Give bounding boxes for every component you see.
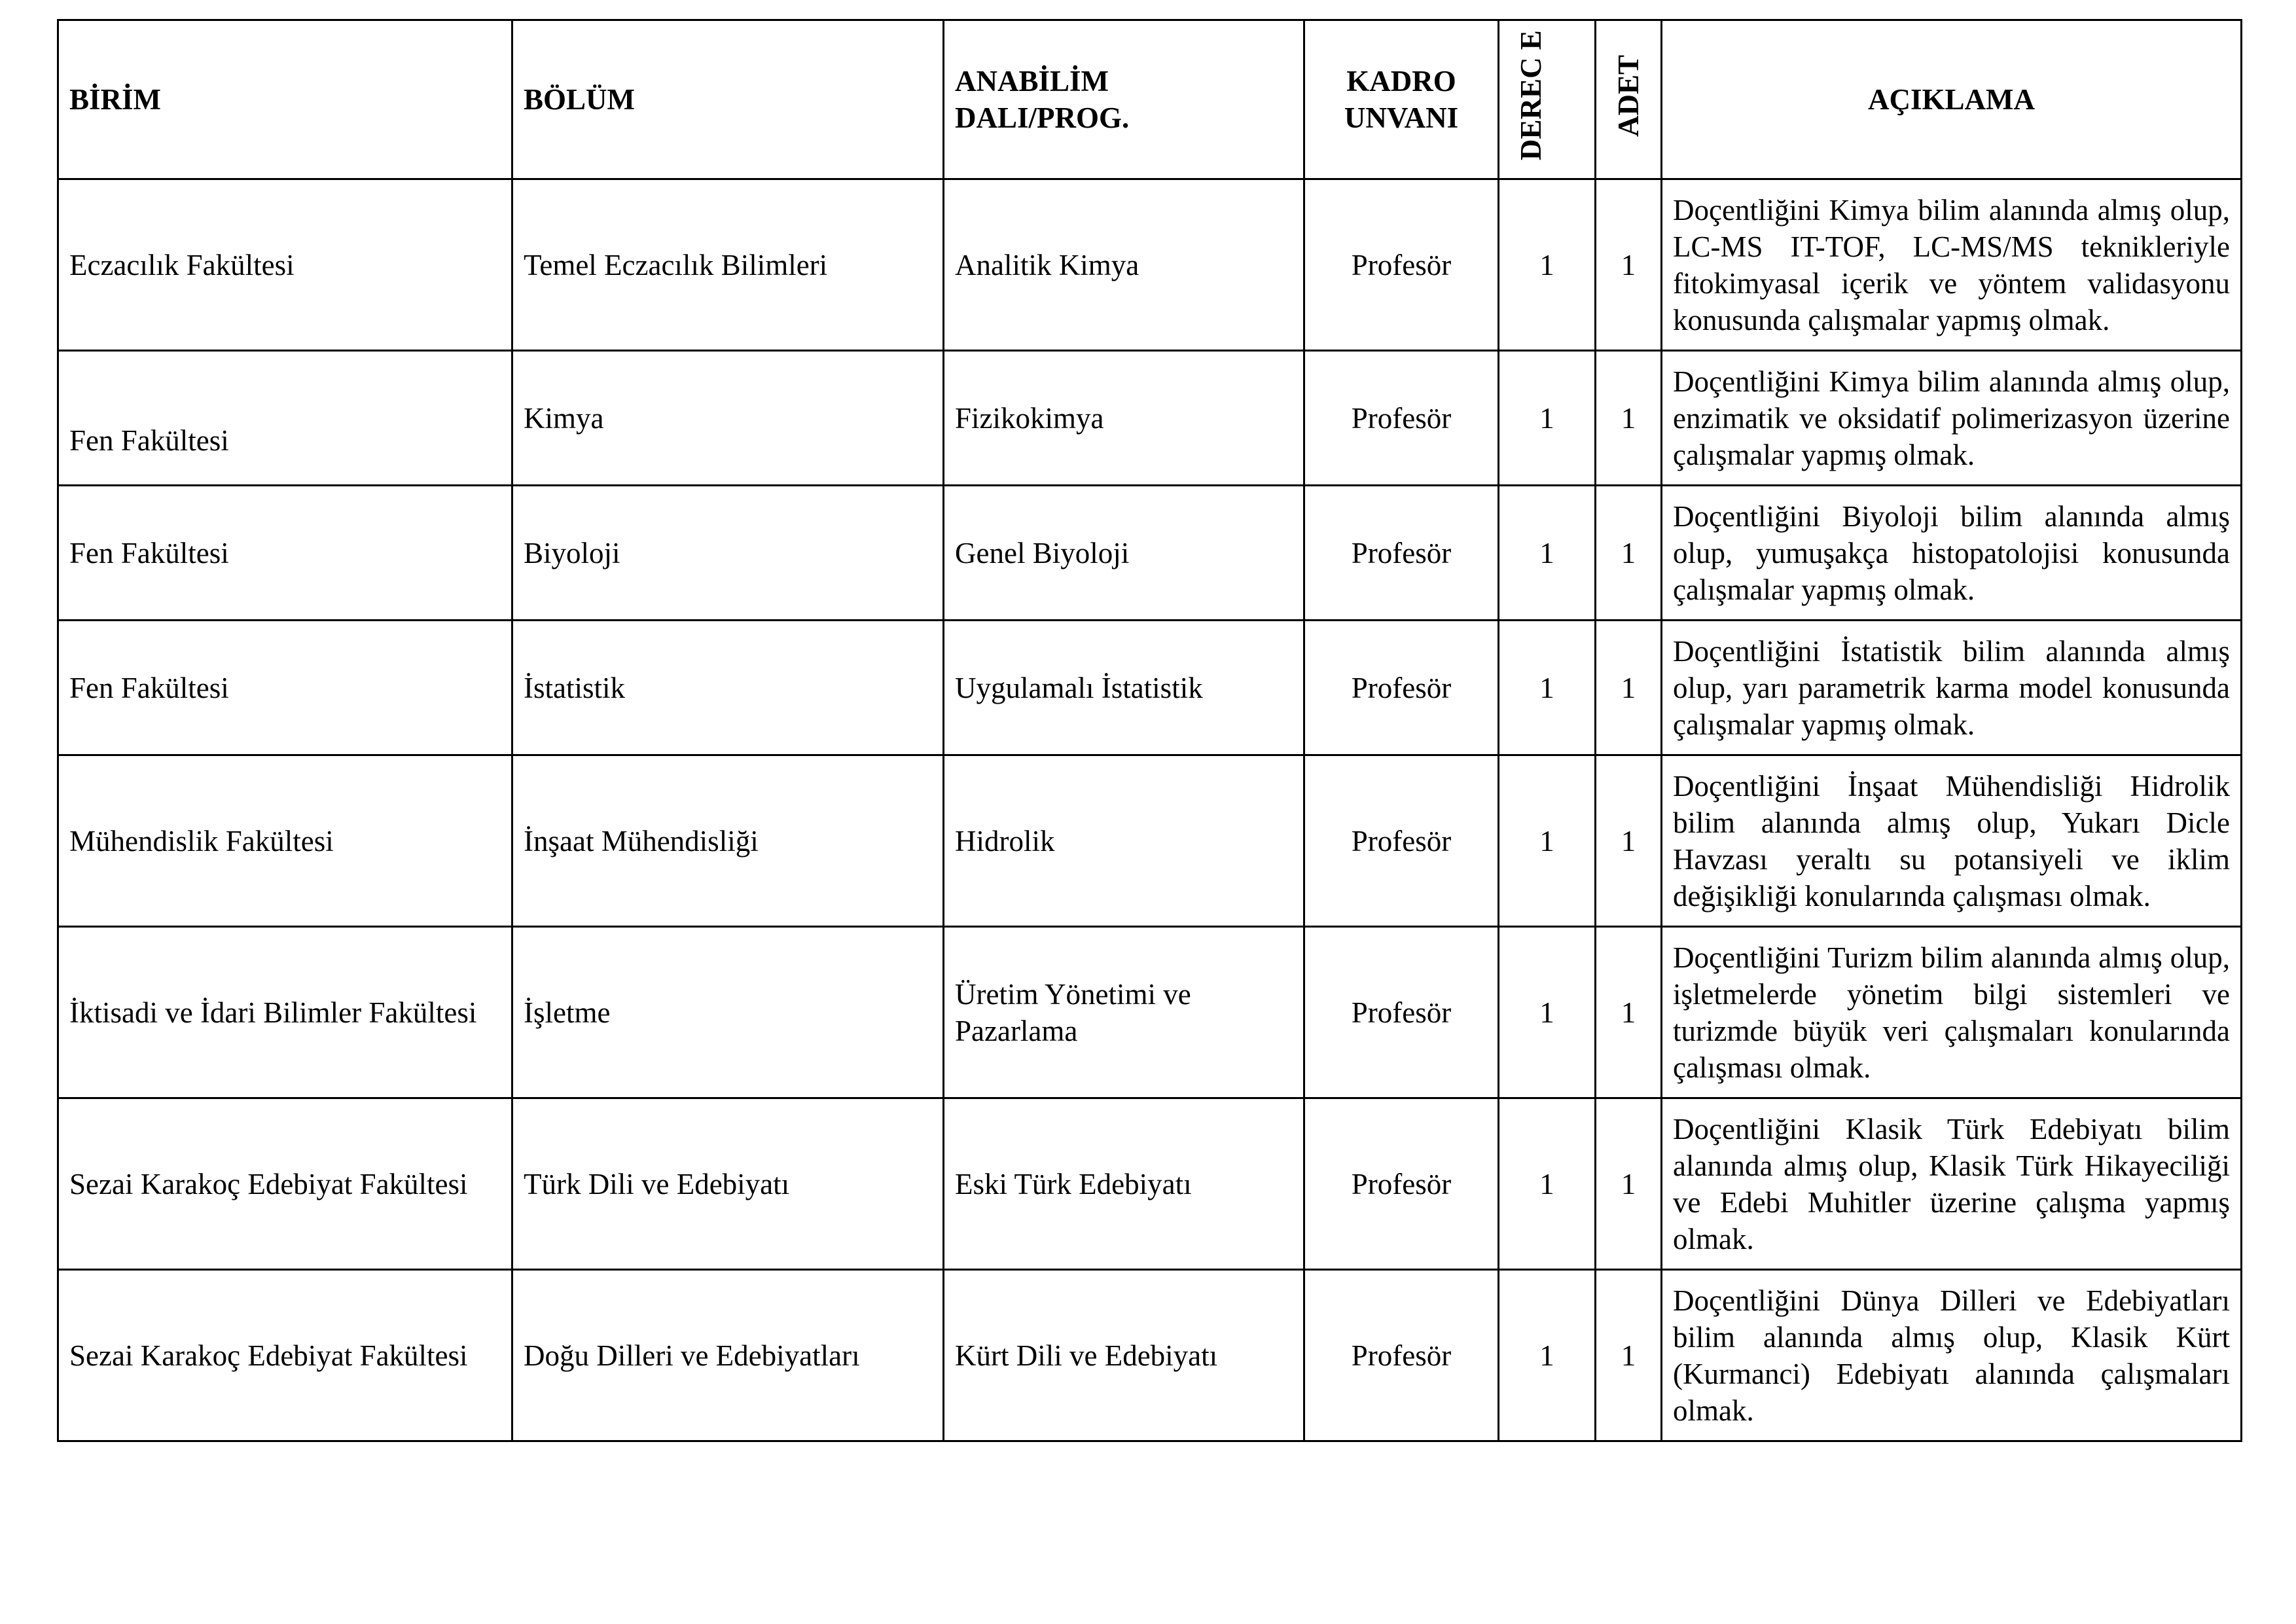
cell-bolum: İşletme — [512, 927, 944, 1098]
table-row — [58, 351, 2242, 486]
cell-bolum: İnşaat Mühendisliği — [512, 755, 944, 927]
cell-birim: Eczacılık Fakültesi — [58, 179, 512, 351]
cell-bolum: Doğu Dilleri ve Edebiyatları — [512, 1270, 944, 1441]
cell-aciklama: Doçentliğini Dünya Dilleri ve Edebiyatları bilim alanında almış olup, Klasik Kürt (Kurmanci) Edebiyatı alanında çalışmaları olmak. — [1662, 1270, 2242, 1441]
cell-birim: Mühendislik Fakültesi — [58, 755, 512, 927]
table-row — [58, 621, 2242, 755]
header-kadro-text: KADRO UNVANI — [1344, 65, 1459, 134]
cell-aciklama: Doçentliğini Biyoloji bilim alanında almış olup, yumuşakça histopatolojisi konusunda çalışmalar yapmış olmak. — [1662, 486, 2242, 621]
cell-adet: 1 — [1596, 755, 1662, 927]
table-row — [58, 755, 2242, 927]
cell-anabilim: Kürt Dili ve Edebiyatı — [944, 1270, 1304, 1441]
cell-adet: 1 — [1596, 927, 1662, 1098]
cell-birim: Fen Fakültesi — [58, 621, 512, 755]
header-row — [58, 20, 2242, 179]
cell-anabilim: Uygulamalı İstatistik — [944, 621, 1304, 755]
cell-kadro: Profesör — [1304, 1098, 1499, 1270]
cell-bolum: Temel Eczacılık Bilimleri — [512, 179, 944, 351]
cell-adet: 1 — [1596, 486, 1662, 621]
cell-anabilim: Fizikokimya — [944, 351, 1304, 486]
cell-anabilim: Eski Türk Edebiyatı — [944, 1098, 1304, 1270]
cell-kadro: Profesör — [1304, 1270, 1499, 1441]
cell-kadro: Profesör — [1304, 621, 1499, 755]
cell-bolum: Biyoloji — [512, 486, 944, 621]
cell-kadro: Profesör — [1304, 351, 1499, 486]
positions-table — [57, 19, 2242, 1442]
cell-derece: 1 — [1499, 1270, 1596, 1441]
cell-adet: 1 — [1596, 351, 1662, 486]
cell-derece: 1 — [1499, 1098, 1596, 1270]
table-row — [58, 179, 2242, 351]
header-kadro — [1304, 20, 1499, 179]
cell-bolum: Türk Dili ve Edebiyatı — [512, 1098, 944, 1270]
cell-birim: Sezai Karakoç Edebiyat Fakültesi — [58, 1098, 512, 1270]
cell-derece: 1 — [1499, 621, 1596, 755]
cell-derece: 1 — [1499, 486, 1596, 621]
header-adet — [1596, 20, 1662, 179]
header-adet-text: ADET — [1612, 54, 1645, 137]
cell-adet: 1 — [1596, 621, 1662, 755]
cell-adet: 1 — [1596, 179, 1662, 351]
cell-birim: Sezai Karakoç Edebiyat Fakültesi — [58, 1270, 512, 1441]
header-birim: BİRİM — [58, 20, 512, 179]
cell-birim-text: Fen Fakültesi — [69, 424, 229, 457]
cell-anabilim: Analitik Kimya — [944, 179, 1304, 351]
cell-derece: 1 — [1499, 755, 1596, 927]
cell-derece: 1 — [1499, 179, 1596, 351]
cell-kadro: Profesör — [1304, 179, 1499, 351]
cell-aciklama: Doçentliğini İstatistik bilim alanında almış olup, yarı parametrik karma model konusunda çalışmalar yapmış olmak. — [1662, 621, 2242, 755]
header-anabilim — [944, 20, 1304, 179]
cell-derece: 1 — [1499, 351, 1596, 486]
cell-aciklama: Doçentliğini Kimya bilim alanında almış olup, LC-MS IT-TOF, LC-MS/MS teknikleriyle fitokimyasal içerik ve yöntem validasyonu konusunda çalışmalar yapmış olmak. — [1662, 179, 2242, 351]
table-row — [58, 1098, 2242, 1270]
cell-anabilim: Genel Biyoloji — [944, 486, 1304, 621]
cell-bolum: Kimya — [512, 351, 944, 486]
header-anabilim-text: ANABİLİM DALI/PROG. — [955, 65, 1130, 134]
header-bolum: BÖLÜM — [512, 20, 944, 179]
cell-birim — [58, 351, 512, 486]
cell-adet: 1 — [1596, 1098, 1662, 1270]
cell-bolum: İstatistik — [512, 621, 944, 755]
cell-anabilim: Üretim Yönetimi ve Pazarlama — [944, 927, 1304, 1098]
table-row — [58, 486, 2242, 621]
cell-kadro: Profesör — [1304, 755, 1499, 927]
cell-anabilim: Hidrolik — [944, 755, 1304, 927]
cell-aciklama: Doçentliğini Kimya bilim alanında almış olup, enzimatik ve oksidatif polimerizasyon üzerine çalışmalar yapmış olmak. — [1662, 351, 2242, 486]
cell-aciklama: Doçentliğini Turizm bilim alanında almış olup, işletmelerde yönetim bilgi sistemleri ve turizmde büyük veri çalışmaları konularında çalışması olmak. — [1662, 927, 2242, 1098]
cell-derece: 1 — [1499, 927, 1596, 1098]
table-row — [58, 927, 2242, 1098]
cell-adet: 1 — [1596, 1270, 1662, 1441]
cell-kadro: Profesör — [1304, 486, 1499, 621]
cell-birim: İktisadi ve İdari Bilimler Fakültesi — [58, 927, 512, 1098]
cell-birim: Fen Fakültesi — [58, 486, 512, 621]
cell-kadro: Profesör — [1304, 927, 1499, 1098]
cell-aciklama: Doçentliğini İnşaat Mühendisliği Hidrolik bilim alanında almış olup, Yukarı Dicle Havzası yeraltı su potansiyeli ve iklim değişikliği konularında çalışması olmak. — [1662, 755, 2242, 927]
header-derece — [1499, 20, 1596, 179]
cell-aciklama: Doçentliğini Klasik Türk Edebiyatı bilim alanında almış olup, Klasik Türk Hikayeciliği ve Edebi Muhitler üzerine çalışma yapmış olmak. — [1662, 1098, 2242, 1270]
table-row — [58, 1270, 2242, 1441]
header-derece-text: DEREC E — [1514, 30, 1547, 160]
header-aciklama: AÇIKLAMA — [1662, 20, 2242, 179]
